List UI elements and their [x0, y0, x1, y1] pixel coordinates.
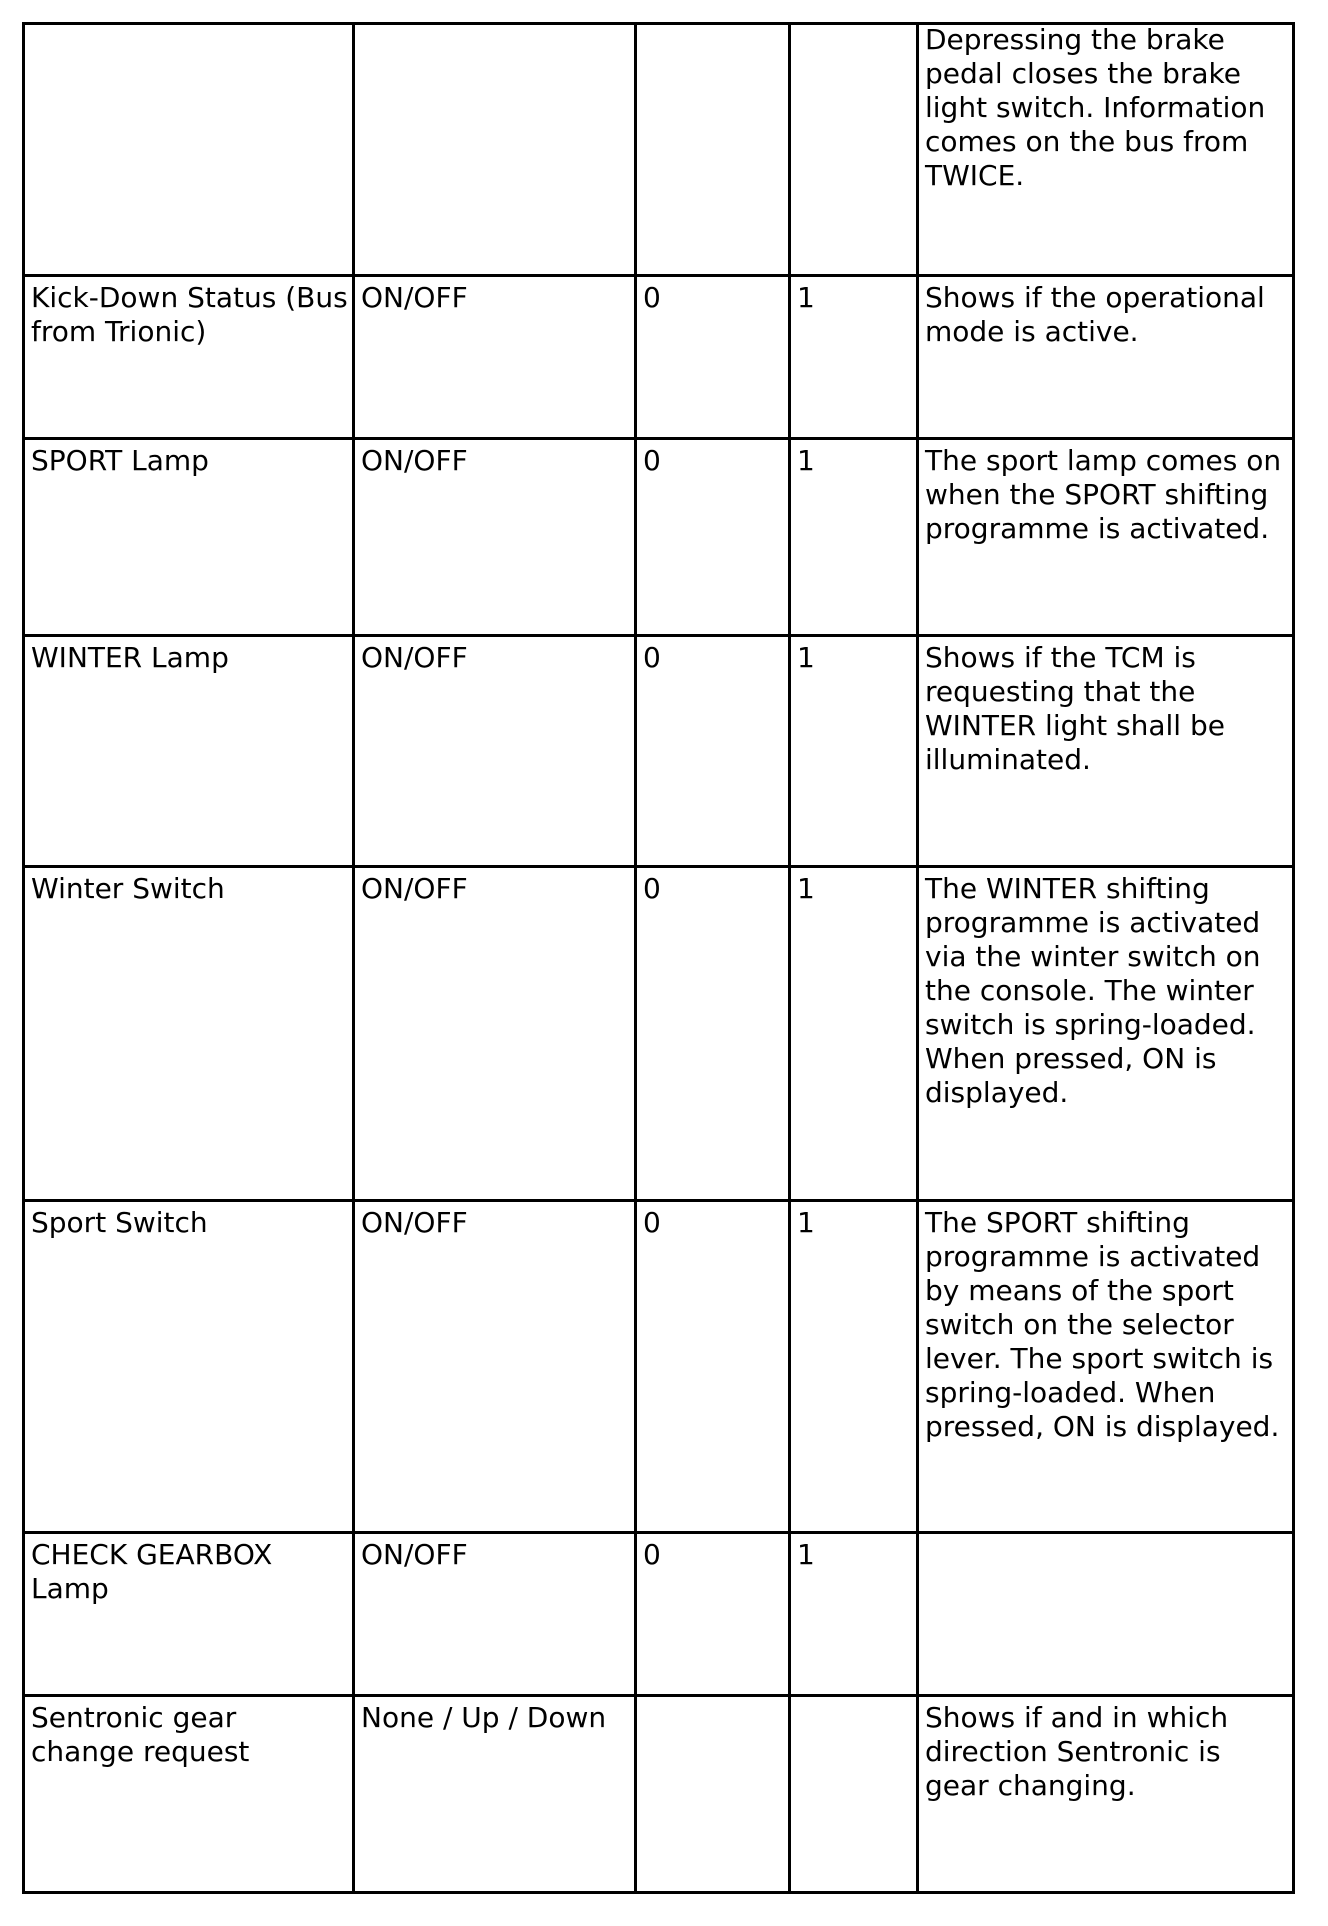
parameter-table — [22, 22, 1295, 1894]
table-row — [24, 439, 1294, 636]
parameter-name-cell: Sport Switch — [24, 1201, 354, 1533]
max-value-cell: 1 — [790, 867, 918, 1201]
description-cell: Shows if the TCM is requesting that the WINTER light shall be illuminated. — [918, 636, 1294, 867]
value-range-cell: ON/OFF — [354, 276, 636, 439]
parameter-name-cell: Winter Switch — [24, 867, 354, 1201]
value-range-cell: ON/OFF — [354, 636, 636, 867]
description-cell: The WINTER shifting programme is activated via the winter switch on the console. The winter switch is spring-loaded. When pressed, ON is displayed. — [918, 867, 1294, 1201]
min-value-cell: 0 — [636, 636, 790, 867]
max-value-cell — [790, 1696, 918, 1893]
description-cell: The sport lamp comes on when the SPORT shifting programme is activated. — [918, 439, 1294, 636]
min-value-cell: 0 — [636, 1533, 790, 1696]
description-cell: The SPORT shifting programme is activated by means of the sport switch on the selector lever. The sport switch is spring-loaded. When pressed, ON is displayed. — [918, 1201, 1294, 1533]
max-value-cell: 1 — [790, 439, 918, 636]
description-cell: Shows if the operational mode is active. — [918, 276, 1294, 439]
parameter-name-cell: WINTER Lamp — [24, 636, 354, 867]
description-cell — [918, 1533, 1294, 1696]
description-cell: Shows if and in which direction Sentronic is gear changing. — [918, 1696, 1294, 1893]
value-range-cell: ON/OFF — [354, 867, 636, 1201]
min-value-cell — [636, 24, 790, 276]
parameter-name-cell — [24, 24, 354, 276]
table-row — [24, 1696, 1294, 1893]
max-value-cell: 1 — [790, 636, 918, 867]
value-range-cell — [354, 24, 636, 276]
value-range-cell: ON/OFF — [354, 439, 636, 636]
max-value-cell: 1 — [790, 276, 918, 439]
value-range-cell: ON/OFF — [354, 1533, 636, 1696]
value-range-cell: None / Up / Down — [354, 1696, 636, 1893]
max-value-cell: 1 — [790, 1533, 918, 1696]
table-row — [24, 867, 1294, 1201]
description-cell: Depressing the brake pedal closes the brake light switch. Information comes on the bus from TWICE. — [918, 24, 1294, 276]
parameter-name-cell: Sentronic gear change request — [24, 1696, 354, 1893]
min-value-cell: 0 — [636, 439, 790, 636]
value-range-cell: ON/OFF — [354, 1201, 636, 1533]
max-value-cell: 1 — [790, 1201, 918, 1533]
min-value-cell: 0 — [636, 867, 790, 1201]
parameter-name-cell: Kick-Down Status (Bus from Trionic) — [24, 276, 354, 439]
max-value-cell — [790, 24, 918, 276]
table-row — [24, 636, 1294, 867]
parameter-name-cell: CHECK GEARBOX Lamp — [24, 1533, 354, 1696]
table-row — [24, 24, 1294, 276]
table-row — [24, 1201, 1294, 1533]
min-value-cell — [636, 1696, 790, 1893]
min-value-cell: 0 — [636, 276, 790, 439]
parameter-name-cell: SPORT Lamp — [24, 439, 354, 636]
min-value-cell: 0 — [636, 1201, 790, 1533]
table-row — [24, 276, 1294, 439]
table-row — [24, 1533, 1294, 1696]
